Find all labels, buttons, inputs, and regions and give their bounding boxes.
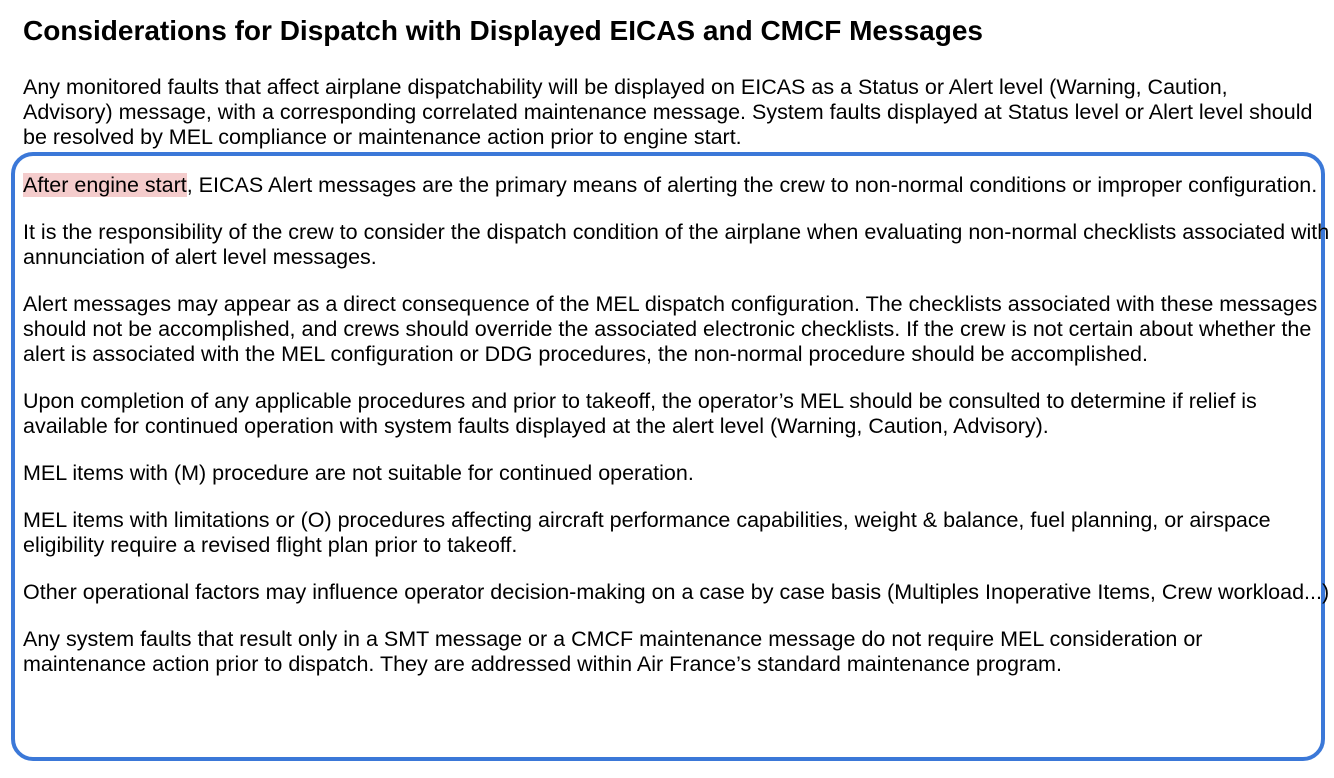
boxed-paragraph-1-rest: , EICAS Alert messages are the primary means of alerting the crew to non-normal conditions or improper configuration. — [186, 173, 1318, 197]
boxed-paragraph-2: It is the responsibility of the crew to consider the dispatch condition of the airplane when evaluating non-normal checklists associated with annunciation of alert level messages. — [23, 220, 1330, 269]
boxed-paragraph-7: Other operational factors may influence operator decision-making on a case by case basis (Multiples Inoperative Items, Crew workload...) — [23, 580, 1330, 604]
boxed-content — [23, 173, 1331, 677]
boxed-paragraph-5: MEL items with (M) procedure are not suitable for continued operation. — [23, 461, 694, 485]
boxed-paragraph-8: Any system faults that result only in a SMT message or a CMCF maintenance message do not require MEL consideration or maintenance action prior to dispatch. They are addressed within Air France’s standard maintenance program. — [23, 627, 1203, 676]
highlighted-text: After engine start — [23, 173, 187, 197]
page-title: Considerations for Dispatch with Displayed EICAS and CMCF Messages — [23, 15, 983, 46]
intro-paragraph: Any monitored faults that affect airplane dispatchability will be displayed on EICAS as a Status or Alert level (Warning, Caution, Advisory) message, with a corresponding correlated maintenance message. System faults displayed at Status level or Alert level should be resolved by MEL compliance or maintenance action prior to engine start. — [23, 75, 1313, 149]
boxed-paragraph-1 — [23, 173, 1331, 198]
boxed-paragraph-3: Alert messages may appear as a direct consequence of the MEL dispatch configuration. The checklists associated with these messages should not be accomplished, and crews should override the associated electronic checklists. If the crew is not certain about whether the alert is associated with the MEL configuration or DDG procedures, the non-normal procedure should be accomplished. — [23, 292, 1318, 366]
boxed-paragraph-4: Upon completion of any applicable procedures and prior to takeoff, the operator’s MEL should be consulted to determine if relief is available for continued operation with system faults displayed at the alert level (Warning, Caution, Advisory). — [23, 389, 1257, 438]
boxed-paragraph-6: MEL items with limitations or (O) procedures affecting aircraft performance capabilities, weight & balance, fuel planning, or airspace eligibility require a revised flight plan prior to takeoff. — [23, 508, 1271, 557]
